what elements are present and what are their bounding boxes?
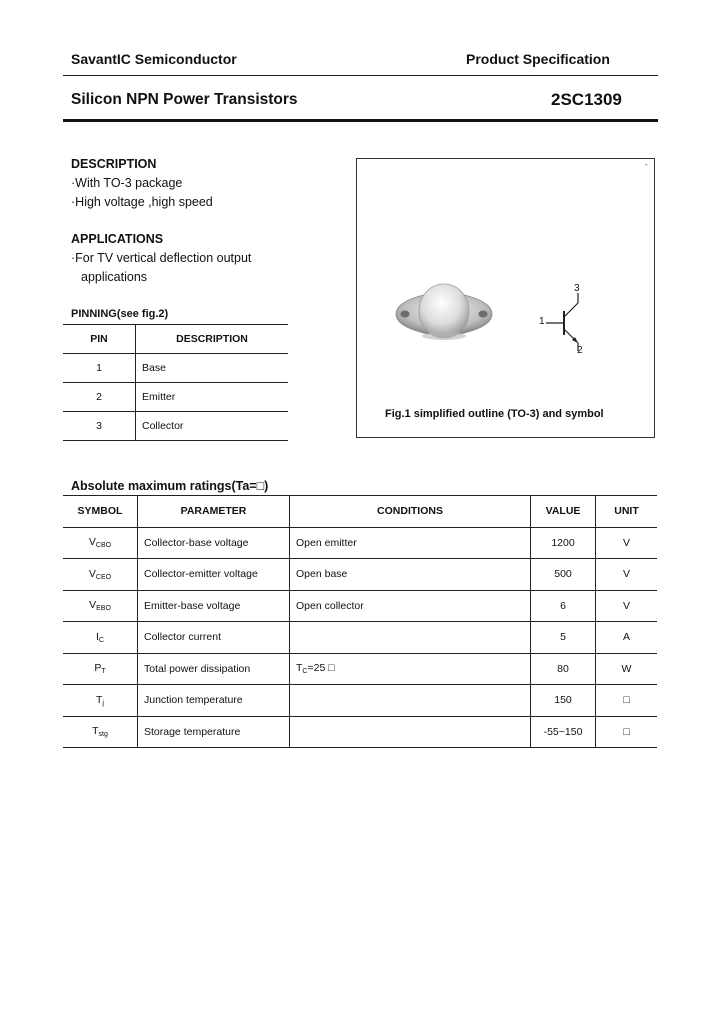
symbol-cell: $V_{EBO}$ [63,590,138,622]
symbol-cell: $T_j$ [63,685,138,717]
figure-corner-mark: - [645,160,648,169]
table-row [63,412,288,441]
pinning-table [63,324,288,441]
ratings-heading: Absolute maximum ratings(Ta=□) [71,479,269,493]
col-pin: PIN [63,325,136,354]
table-header-row [63,496,657,528]
applications-line: applications [81,270,148,284]
pin-label-base: 1 [539,316,545,327]
npn-transistor-symbol [536,283,596,359]
table-row [63,653,657,685]
pin-number: 3 [63,412,136,441]
table-row [63,590,657,622]
description-heading: DESCRIPTION [71,157,157,171]
col-symbol: SYMBOL [63,496,138,528]
col-conditions: CONDITIONS [290,496,531,528]
table-row [63,383,288,412]
symbol-cell: $P_T$ [63,653,138,685]
parameter-cell: Collector current [138,622,290,654]
value-cell: 80 [531,653,596,685]
pin-number: 2 [63,383,136,412]
conditions-cell: Open collector [290,590,531,622]
col-description: DESCRIPTION [136,325,289,354]
symbol-cell: $T_{stg}$ [63,716,138,748]
pin-description: Collector [136,412,289,441]
conditions-cell [290,685,531,717]
symbol-cell: $I_C$ [63,622,138,654]
to3-package-image [388,278,500,346]
col-value: VALUE [531,496,596,528]
parameter-cell: Emitter-base voltage [138,590,290,622]
conditions-cell: $T_C=25$ □ [290,653,531,685]
conditions-cell [290,622,531,654]
title-divider [63,119,658,122]
parameter-cell: Total power dissipation [138,653,290,685]
description-bullet: ·With TO-3 package [71,176,183,190]
unit-cell: V [596,590,658,622]
part-number: 2SC1309 [551,90,622,109]
company-name: SavantIC Semiconductor [71,51,237,67]
pinning-heading: PINNING(see fig.2) [71,308,169,320]
applications-heading: APPLICATIONS [71,232,164,246]
value-cell: 5 [531,622,596,654]
pin-description: Emitter [136,383,289,412]
parameter-cell: Junction temperature [138,685,290,717]
parameter-cell: Collector-base voltage [138,527,290,559]
figure-caption: Fig.1 simplified outline (TO-3) and symbol [385,408,604,420]
table-header-row [63,325,288,354]
value-cell: 6 [531,590,596,622]
table-row [63,685,657,717]
value-cell: 150 [531,685,596,717]
parameter-cell: Storage temperature [138,716,290,748]
table-row [63,716,657,748]
table-row [63,527,657,559]
table-row [63,622,657,654]
description-bullet: ·High voltage ,high speed [71,195,213,209]
header-divider [63,75,658,76]
spec-label: Product Specification [466,51,610,67]
pin-description: Base [136,354,289,383]
value-cell: 1200 [531,527,596,559]
table-row [63,559,657,591]
col-parameter: PARAMETER [138,496,290,528]
applications-line: ·For TV vertical deflection output [71,251,252,265]
conditions-cell: Open base [290,559,531,591]
symbol-cell: $V_{CBO}$ [63,527,138,559]
ratings-table [63,495,657,748]
value-cell: -55~150 [531,716,596,748]
pin-number: 1 [63,354,136,383]
unit-cell: W [596,653,658,685]
col-unit: UNIT [596,496,658,528]
unit-cell: V [596,527,658,559]
document-title: Silicon NPN Power Transistors [71,91,298,108]
pin-label-collector: 3 [574,283,580,294]
conditions-cell [290,716,531,748]
pin-label-emitter: 2 [577,345,583,356]
unit-cell: □ [596,685,658,717]
symbol-cell: $V_{CEO}$ [63,559,138,591]
conditions-cell: Open emitter [290,527,531,559]
unit-cell: □ [596,716,658,748]
parameter-cell: Collector-emitter voltage [138,559,290,591]
unit-cell: A [596,622,658,654]
unit-cell: V [596,559,658,591]
table-row [63,354,288,383]
value-cell: 500 [531,559,596,591]
